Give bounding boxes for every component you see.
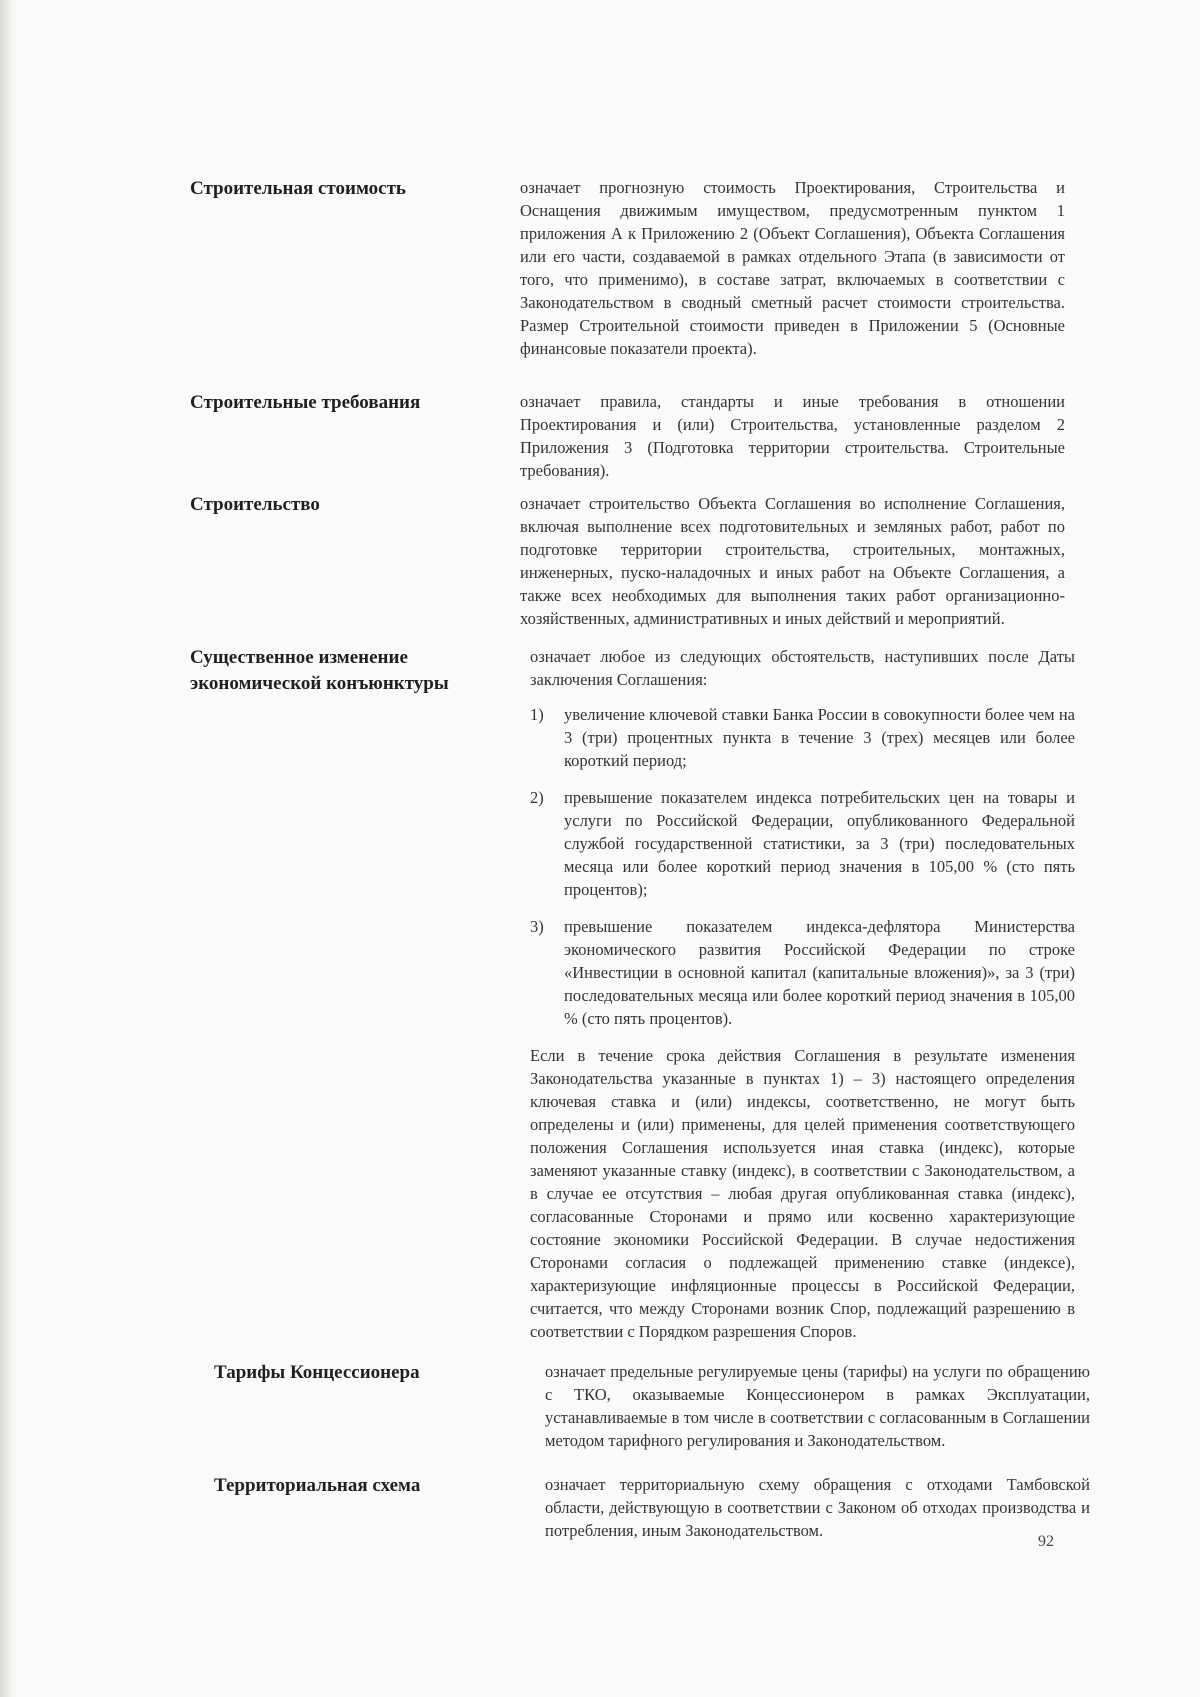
list-item-number: 3) xyxy=(530,917,544,936)
term-label: Строительство xyxy=(190,494,320,515)
definition-text: означает правила, стандарты и иные требования в отношении Проектирования и (или) Строительства, установленные разделом 2 Приложения 3 (Подготовка территории строительства. Строительные требования). xyxy=(520,392,1065,480)
definition-text: означает территориальную схему обращения с отходами Тамбовской области, действующую в соответствии с Законом об отходах производства и потребления, иным Законодательством. xyxy=(545,1475,1090,1540)
definition-text: означает любое из следующих обстоятельств, наступивших после Даты заключения Соглашения: xyxy=(530,647,1075,689)
list-item-text: превышение показателем индекса-дефлятора Министерства экономического развития Российской Федерации по строке «Инвестиции в основной капитал (капитальные вложения)», за 3 (три) последовательных месяца или более короткий период значения в 105,00 % (сто пять процентов). xyxy=(564,917,1075,1028)
term-definition xyxy=(545,1473,1090,1554)
term-definition xyxy=(520,492,1065,642)
list-item-text: увеличение ключевой ставки Банка России в совокупности более чем на 3 (три) процентных пункта в течение 3 (трех) месяцев или более короткий период; xyxy=(564,705,1075,770)
term-label: Территориальная схема xyxy=(214,1475,421,1496)
list-item xyxy=(530,703,1075,772)
conditions-list xyxy=(530,703,1075,1030)
list-item xyxy=(530,786,1075,901)
definition-text: означает предельные регулируемые цены (тарифы) на услуги по обращению с ТКО, оказываемые Концессионером в рамках Эксплуатации, устанавливаемые в том числе в соответствии с согласованным в Соглашении методом тарифного регулирования и Законодательством. xyxy=(545,1362,1090,1450)
term-label: Существенное изменение экономической конъюнктуры xyxy=(190,647,449,694)
definition-extra-text: Если в течение срока действия Соглашения в результате изменения Законодательства указанные в пунктах 1) – 3) настоящего определения ключевая ставка и (или) индексы, соответственно, не могут быть определены и (или) применены, для целей применения соответствующего положения Соглашения используется иная ставка (индекс), которые заменяют указанные ставку (индекс), в соответствии с Законодательством, а в случае ее отсутствия – любая другая опубликованная ставка (индекс), согласованные Сторонами и прямо или косвенно характеризующие состояние экономики Российской Федерации. В случае недостижения Сторонами согласия о подлежащей применению ставке (индексе), характеризующие инфляционные процессы в Российской Федерации, считается, что между Сторонами возник Спор, подлежащий разрешению в соответствии с Порядком разрешения Споров. xyxy=(530,1046,1075,1341)
term-label: Строительная стоимость xyxy=(190,178,406,199)
scan-edge-shadow xyxy=(0,0,14,1697)
list-item xyxy=(530,915,1075,1030)
term-definition xyxy=(545,1360,1090,1464)
list-item-text: превышение показателем индекса потребительских цен на товары и услуги по Российской Федерации, опубликованного Федеральной службой государственной статистики, за 3 (три) последовательных месяца или более короткий период значения в 105,00 % (сто пять процентов); xyxy=(564,788,1075,899)
term-definition xyxy=(520,390,1065,494)
list-item-number: 2) xyxy=(530,788,544,807)
term-label: Строительные требования xyxy=(190,392,421,413)
page-number: 92 xyxy=(1038,1533,1054,1550)
term-label: Тарифы Концессионера xyxy=(214,1362,420,1383)
definition-text: означает прогнозную стоимость Проектирования, Строительства и Оснащения движимым имуществом, предусмотренным пунктом 1 приложения А к Приложению 2 (Объект Соглашения), Объекта Соглашения или его части, создаваемой в рамках отдельного Этапа (в зависимости от того, что применимо), в составе затрат, включаемых в соответствии с Законодательством в сводный сметный расчет стоимости строительства. Размер Строительной стоимости приведен в Приложении 5 (Основные финансовые показатели проекта). xyxy=(520,178,1065,358)
list-item-number: 1) xyxy=(530,705,544,724)
term-definition xyxy=(530,645,1075,1355)
definition-text: означает строительство Объекта Соглашения во исполнение Соглашения, включая выполнение всех подготовительных и земляных работ, работ по подготовке территории строительства, строительных, монтажных, инженерных, пуско-наладочных и иных работ на Объекте Соглашения, а также всех необходимых для выполнения таких работ организационно-хозяйственных, административных и иных действий и мероприятий. xyxy=(520,494,1065,628)
term-definition xyxy=(520,176,1065,372)
